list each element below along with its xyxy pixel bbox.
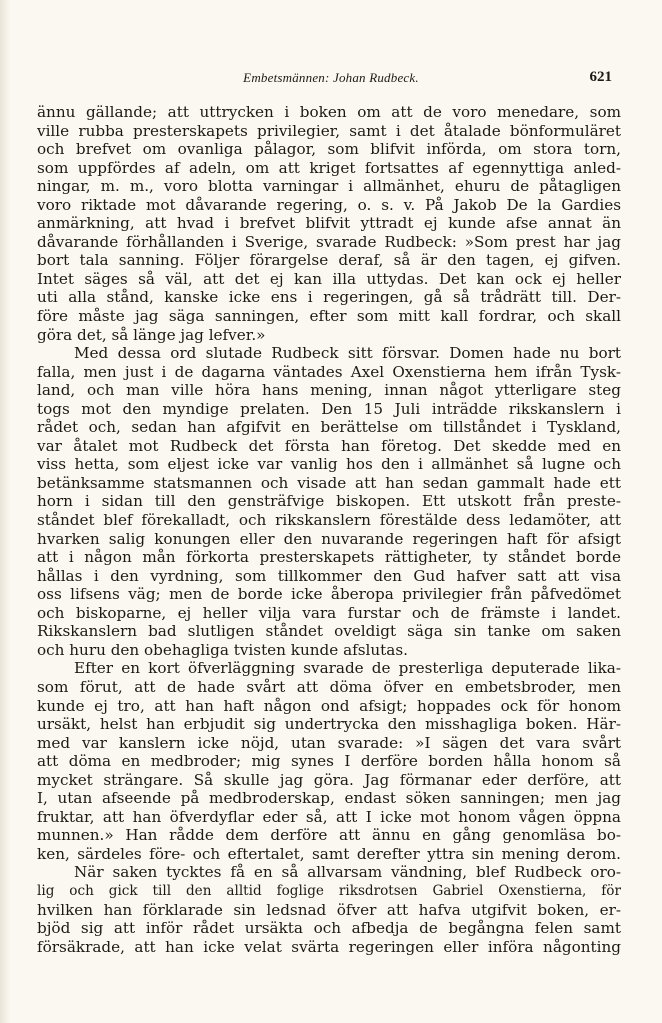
text-line: som uppfördes af adeln, om att kriget fortsattes af egennyttiga anled- [37, 158, 621, 177]
text-line: var åtalet mot Rudbeck det första han företog. Det skedde med en [37, 436, 621, 455]
text-line: ningar, m. m., voro blotta varningar i allmänhet, ehuru de påtagligen [37, 177, 621, 196]
text-line: hvarken salig konungen eller den nuvarande regeringen haft för afsigt [37, 529, 621, 548]
text-line: voro riktade mot dåvarande regering, o. s. v. På Jakob De la Gardies [37, 195, 621, 214]
text-line: oss lifsens väg; men de borde icke åberopa privilegier från påfvedömet [37, 585, 621, 604]
text-line: dåvarande förhållanden i Sverige, svarade Rudbeck: »Som prest har jag [37, 232, 621, 251]
text-line: När saken tycktes få en så allvarsam vändning, blef Rudbeck oro- [74, 863, 621, 882]
text-line: togs mot den myndige prelaten. Den 15 Juli inträdde rikskanslern i [37, 399, 621, 418]
text-line: som förut, att de hade svårt att döma öfver en embetsbroder, men [37, 677, 621, 696]
text-line: lig och gick till den alltid foglige riksdrotsen Gabriel Oxenstierna, för [37, 882, 621, 899]
text-line: rådet och, sedan han afgifvit en berättelse om tillståndet i Tyskland, [37, 418, 621, 437]
text-line: före måste jag säga sanningen, efter som mitt kall fordrar, och skall [37, 307, 621, 326]
text-line: kunde ej tro, att han haft någon ond afsigt; hoppades ock för honom [37, 696, 621, 715]
text-line: ursäkt, helst han erbjudit sig undertrycka den misshagliga boken. Här- [37, 715, 621, 734]
text-line: horn i sidan till den gensträfvige biskopen. Ett utskott från preste- [37, 492, 621, 511]
text-line: fruktar, att han öfverdyflar eder så, att I icke mot honom vågen öppna [37, 807, 621, 826]
text-line: försäkrade, att han icke velat svärta regeringen eller införa någonting [37, 937, 621, 956]
text-line: bort tala sanning. Följer förargelse deraf, så är den tagen, ej gifven. [37, 251, 621, 270]
page-number: 621 [589, 69, 612, 85]
text-line: munnen.» Han rådde dem derföre att ännu en gång genomläsa bo- [37, 826, 621, 845]
running-title: Embetsmännen: Johan Rudbeck. [243, 70, 419, 85]
page-edge-shadow [0, 0, 10, 1023]
text-line: uti alla stånd, kanske icke ens i regeringen, gå så trådrätt till. Der- [37, 288, 621, 307]
text-line: viss hetta, som eljest icke var vanlig hos den i allmänhet så lugne och [37, 455, 621, 474]
text-line: Med dessa ord slutade Rudbeck sitt försvar. Domen hade nu bort [74, 344, 621, 363]
text-line: I, utan afseende på medbroderskap, endast söken sanningen; men jag [37, 789, 621, 808]
text-line: ännu gällande; att uttrycken i boken om att de voro menedare, som [37, 103, 621, 121]
text-line: ståndet blef förekalladt, och rikskanslern förestälde dess ledamöter, att [37, 511, 621, 530]
text-line: att i någon mån förkorta presterskapets rättigheter, ty ståndet borde [37, 548, 621, 567]
text-line: Efter en kort öfverläggning svarade de presterliga deputerade lika- [74, 659, 621, 678]
text-line: falla, men just i de dagarna väntades Axel Oxenstierna hem ifrån Tysk- [37, 362, 621, 381]
text-line: land, och man ville höra hans mening, innan något ytterligare steg [37, 381, 621, 400]
text-line: Intet säges så väl, att det ej kan illa uttydas. Det kan ock ej heller [37, 269, 621, 288]
text-line: och biskoparne, ej heller vilja vara furstar och de främste i landet. [37, 603, 621, 622]
text-line: anmärkning, att hvad i brefvet blifvit yttradt ej kunde afse annat än [37, 214, 621, 233]
text-line: och brefvet om ovanliga pålagor, som blifvit införda, om stora torn, [37, 140, 621, 159]
text-line: bjöd sig att inför rådet ursäkta och afbedja de begångna felen samt [37, 919, 621, 938]
body-text [37, 103, 621, 956]
text-line: att döma en medbroder; mig synes I derföre borden hålla honom så [37, 752, 621, 771]
text-line: ken, särdeles före- och eftertalet, samt derefter yttra sin mening derom. [37, 844, 621, 863]
text-line: och huru den obehagliga tvisten kunde afslutas. [37, 640, 408, 659]
text-line: betänksamme statsmannen och visade att han sedan gammalt hade ett [37, 473, 621, 492]
text-line: ville rubba presterskapets privilegier, samt i det åtalade bönformuläret [37, 121, 621, 140]
text-line: med var kanslern icke nöjd, utan svarade: »I sägen det vara svårt [37, 733, 621, 752]
page-header [0, 70, 662, 92]
text-line: göra det, så länge jag lefver.» [37, 325, 266, 344]
text-line: hållas i den vyrdning, som tillkommer den Gud hafver satt att visa [37, 566, 621, 585]
text-line: Rikskanslern bad slutligen ståndet oveldigt säga sin tanke om saken [37, 622, 621, 641]
text-line: mycket strängare. Så skulle jag göra. Jag förmanar eder derföre, att [37, 770, 621, 789]
text-line: hvilken han förklarade sin ledsnad öfver att hafva utgifvit boken, er- [37, 900, 621, 919]
